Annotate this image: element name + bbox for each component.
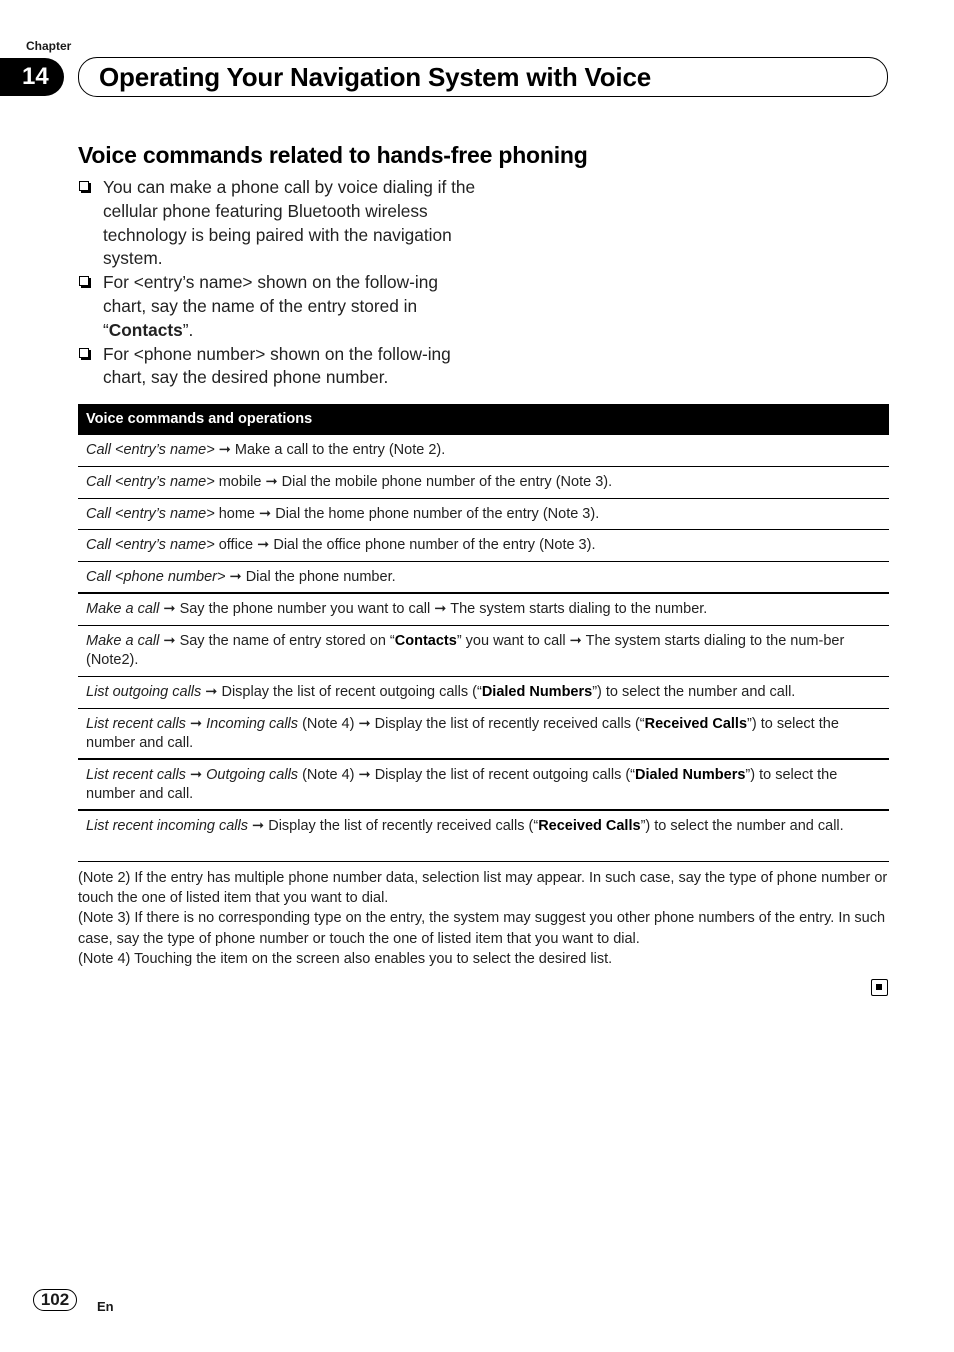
arrow-icon: ➞ (358, 766, 371, 783)
operation-result: The system starts dialing to the num-ber (Note2). (86, 632, 845, 669)
operation-end: ”) to select the number and call. (86, 766, 838, 803)
operation-end: ”) to select the number and call. (86, 715, 839, 752)
table-row (78, 760, 889, 811)
table-notes (78, 868, 890, 969)
received-calls-label: Received Calls (538, 817, 641, 834)
operation: Display the list of recently received calls (“ (374, 715, 645, 732)
bullet-item (78, 343, 478, 391)
voice-command: List recent incoming calls (86, 817, 248, 834)
voice-command: List recent calls (86, 715, 186, 732)
operation: Dial the home phone number of the entry (Note 3). (275, 505, 600, 522)
table-row (78, 677, 889, 709)
voice-command: Call <entry’s name> (86, 537, 215, 554)
operation: Make a call to the entry (Note 2). (234, 442, 446, 458)
note-2: (Note 2) If the entry has multiple phone number data, selection list may appear. In such case, say the type of phone number or touch the one of listed item that you want to dial. (78, 870, 888, 907)
arrow-icon: ➞ (218, 442, 231, 458)
checkbox-bullet-icon (79, 276, 89, 286)
operation-result: The system starts dialing to the number. (450, 600, 708, 617)
operation-end: ”) to select the number and call. (640, 817, 844, 834)
arrow-icon: ➞ (259, 505, 272, 522)
voice-command-option: Incoming calls (206, 715, 299, 732)
table-row (78, 626, 889, 677)
bullet-text: For <phone number> shown on the follow-ing chart, say the desired phone number. (103, 343, 451, 388)
note-ref: (Note 4) (302, 715, 355, 732)
operation: Dial the office phone number of the entry (Note 3). (273, 537, 596, 554)
arrow-icon: ➞ (163, 632, 176, 649)
bullet-item (78, 271, 478, 342)
operation: Say the phone number you want to call (179, 600, 431, 617)
table-row (78, 562, 889, 594)
voice-command: Make a call (86, 600, 160, 617)
voice-command: Call <phone number> (86, 569, 226, 586)
chapter-number-badge: 14 (0, 58, 64, 96)
table-row (78, 811, 889, 862)
chapter-title: Operating Your Navigation System with Voice (99, 62, 651, 92)
chapter-title-box (78, 57, 888, 97)
voice-command-option: Outgoing calls (206, 766, 299, 783)
bullet-text: You can make a phone call by voice dialing if the cellular phone featuring Bluetooth wireless technology is being paired with the navigation system. (103, 177, 476, 269)
arrow-icon: ➞ (189, 715, 203, 732)
arrow-icon: ➞ (265, 473, 278, 490)
voice-commands-table (78, 404, 889, 862)
voice-command: Make a call (86, 632, 160, 649)
arrow-icon: ➞ (569, 632, 582, 649)
operation-end: ” you want to call (456, 632, 566, 649)
voice-command: Call <entry’s name> (86, 442, 215, 458)
command-suffix: home (218, 505, 255, 522)
contacts-label: Contacts (108, 319, 183, 340)
arrow-icon: ➞ (229, 569, 242, 586)
table-header: Voice commands and operations (78, 404, 889, 435)
checkbox-bullet-icon (79, 181, 89, 191)
voice-command: Call <entry’s name> (86, 505, 215, 522)
contacts-label: Contacts (394, 632, 457, 649)
table-row (78, 709, 889, 760)
operation: Display the list of recent outgoing calls (“ (221, 683, 482, 700)
table-row (78, 467, 889, 499)
voice-command: Call <entry’s name> (86, 473, 215, 490)
voice-command: List recent calls (86, 766, 186, 783)
voice-command: List outgoing calls (86, 683, 202, 700)
section-title: Voice commands related to hands-free phoning (78, 142, 588, 168)
table-row (78, 594, 889, 626)
bullet-item (78, 176, 478, 271)
bullet-text-end: ”. (182, 319, 194, 340)
operation: Display the list of recent outgoing calls (“ (374, 766, 636, 783)
command-suffix: mobile (218, 473, 262, 490)
bullet-text: For <entry’s name> shown on the follow-ing chart, say the name of the entry stored in “ (103, 272, 438, 340)
dialed-numbers-label: Dialed Numbers (635, 766, 746, 783)
note-3: (Note 3) If there is no corresponding type on the entry, the system may suggest you other phone numbers of the entry. In such case, say the type of phone number or touch the one of listed item that you want to dial. (78, 910, 886, 947)
operation: Say the name of entry stored on “ (179, 632, 395, 649)
arrow-icon: ➞ (358, 715, 371, 732)
note-4: (Note 4) Touching the item on the screen also enables you to select the desired list. (78, 950, 613, 967)
received-calls-label: Received Calls (644, 715, 748, 732)
arrow-icon: ➞ (257, 537, 270, 554)
operation: Dial the mobile phone number of the entry (Note 3). (281, 473, 613, 490)
operation-end: ”) to select the number and call. (592, 683, 796, 700)
checkbox-bullet-icon (79, 348, 89, 358)
arrow-icon: ➞ (189, 766, 203, 783)
arrow-icon: ➞ (163, 600, 176, 617)
arrow-icon: ➞ (434, 600, 447, 617)
bullet-list (78, 176, 478, 390)
operation: Dial the phone number. (245, 569, 396, 586)
dialed-numbers-label: Dialed Numbers (481, 683, 593, 700)
page-number: 102 (33, 1289, 77, 1311)
table-row (78, 530, 889, 562)
command-suffix: office (218, 537, 254, 554)
section-end-icon (871, 979, 888, 996)
arrow-icon: ➞ (205, 683, 218, 700)
table-row (78, 435, 889, 467)
arrow-icon: ➞ (252, 817, 265, 834)
chapter-label: Chapter (26, 39, 72, 53)
table-row (78, 499, 889, 531)
note-ref: (Note 4) (302, 766, 355, 783)
operation: Display the list of recently received calls (“ (268, 817, 539, 834)
language-label: En (97, 1299, 114, 1314)
